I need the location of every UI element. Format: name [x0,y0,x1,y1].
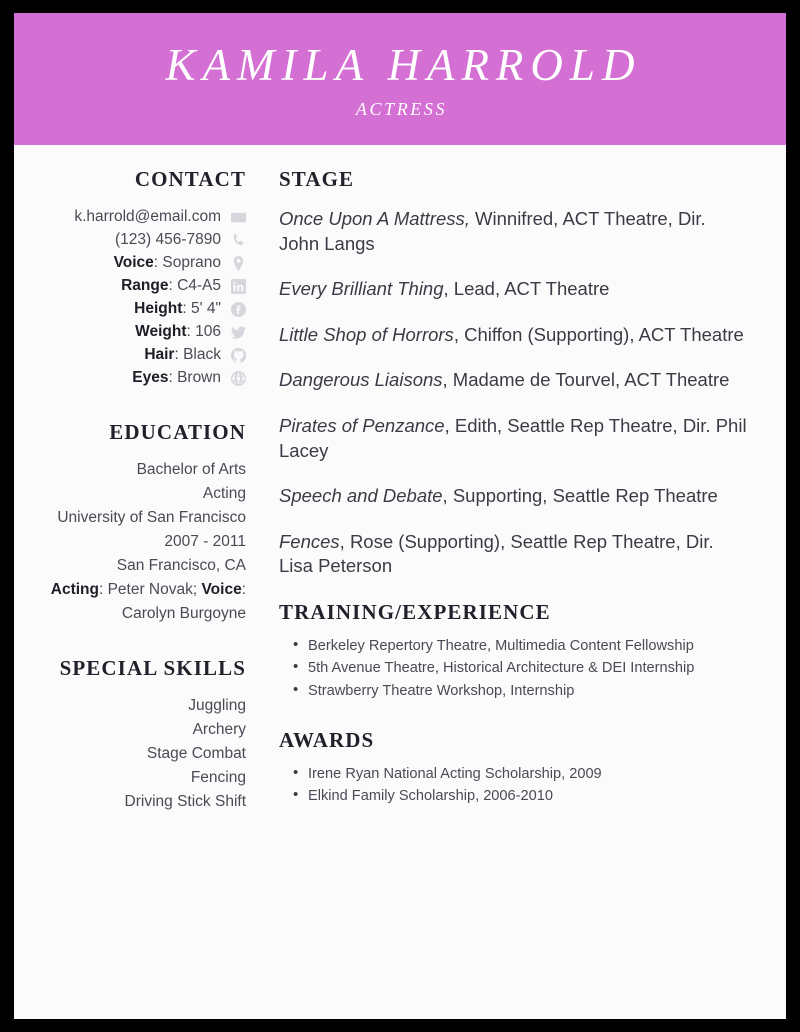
training-list [279,635,762,702]
contact-height-text: Height: 5' 4" [134,300,221,318]
stage-credit-title: Little Shop of Horrors [279,323,454,345]
contact-row-phone [24,229,246,252]
education-section [24,420,246,626]
contact-weight-label: Weight [135,323,187,341]
awards-section [279,728,762,808]
contact-range-label: Range [121,277,169,295]
location-pin-icon [230,256,246,272]
stage-credits-list [279,207,762,579]
resume-body [14,145,786,814]
stage-credit [279,323,749,348]
contact-row-weight [24,321,246,344]
stage-credit-title: Speech and Debate [279,485,443,507]
skill-item: Stage Combat [146,745,246,763]
contact-email-value: k.harrold@email.com [74,208,221,226]
list-item: • Elkind Family Scholarship, 2006-2010 [308,785,762,807]
contact-height-label: Height [134,300,183,318]
github-icon [230,348,246,364]
contact-hair-text: Hair: Black [144,346,221,364]
stage-credit-details: , Chiffon (Supporting), ACT Theatre [453,323,744,345]
stage-credit-title: Dangerous Liaisons [279,369,443,391]
contact-list [24,206,246,390]
stage-credit [279,277,749,302]
resume-page [14,13,786,1019]
stage-credit [279,414,749,463]
education-line: University of San Francisco [57,509,246,527]
list-item: • 5th Avenue Theatre, Historical Architecture & DEI Internship [308,657,762,679]
list-item: • Strawberry Theatre Workshop, Internship [308,680,762,702]
main-column [252,167,786,808]
contact-hair-value: Black [183,346,221,364]
contact-height-value: 5' 4" [190,300,221,318]
stage-section [279,167,762,579]
contact-row-eyes [24,367,246,390]
twitter-icon [230,325,246,341]
skill-item: Archery [192,721,246,739]
stage-credit-details: , Madame de Tourvel, ACT Theatre [442,369,730,391]
stage-credit-title: Fences [279,530,340,552]
skill-item: Driving Stick Shift [124,793,246,811]
education-list [24,458,246,626]
education-line: Bachelor of Arts [136,461,246,478]
stage-credit-details: , Lead, ACT Theatre [443,278,610,300]
special-skills-section [24,656,246,814]
skill-item: Juggling [188,697,246,715]
contact-row-email [24,206,246,229]
contact-phone-value: (123) 456-7890 [115,231,221,249]
stage-credit-details: Winnifred, ACT Theatre, Dir. John Langs [279,208,706,254]
section-spacer [279,702,762,728]
stage-credit [279,530,749,579]
acting-instructor-label: Acting [50,581,99,599]
stage-credit-title: Every Brilliant Thing [279,278,444,300]
contact-eyes-value: Brown [177,369,221,387]
linkedin-icon [230,279,246,295]
skill-item: Fencing [190,769,246,787]
header-banner [14,13,786,145]
education-instructors [24,578,246,626]
list-item: • Irene Ryan National Acting Scholarship, 2009 [308,763,762,785]
facebook-icon [230,302,246,318]
education-line: Acting [202,485,246,503]
stage-credit-details: , Edith, Seattle Rep Theatre, Dir. Phil Lacey [279,414,747,461]
list-item: • Berkeley Repertory Theatre, Multimedia Content Fellowship [308,635,762,657]
stage-credit-title: Pirates of Penzance [279,414,445,436]
education-line: 2007 - 2011 [164,533,246,551]
contact-section [24,167,246,390]
stage-credit-title: Once Upon A Mattress, [279,208,470,229]
awards-heading: AWARDS [279,727,375,752]
contact-voice-label: Voice [113,254,154,272]
contact-hair-label: Hair [144,346,175,364]
contact-row-voice [24,252,246,275]
training-heading: TRAINING/EXPERIENCE [279,599,551,624]
contact-eyes-label: Eyes [132,369,169,387]
contact-range-value: C4-A5 [177,277,221,295]
awards-list [279,763,762,808]
special-skills-list [24,694,246,814]
page-title: KAMILA HARROLD [165,40,642,91]
stage-heading: STAGE [279,167,355,191]
contact-weight-text: Weight: 106 [135,323,221,341]
contact-heading: CONTACT [134,167,246,191]
contact-row-range [24,275,246,298]
special-skills-heading: SPECIAL SKILLS [59,656,246,681]
contact-voice-text: Voice: Soprano [113,254,221,272]
contact-row-hair [24,344,246,367]
contact-voice-value: Soprano [162,254,221,272]
voice-instructor-label: Voice [201,581,242,599]
training-section [279,600,762,702]
candidate-role: ACTRESS [355,98,448,119]
contact-range-text: Range: C4-A5 [121,277,221,295]
education-heading: EDUCATION [109,420,246,444]
stage-credit [279,207,749,256]
contact-row-height [24,298,246,321]
contact-weight-value: 106 [195,323,221,341]
stage-credit [279,368,749,393]
voice-instructor-value: : Carolyn Burgoyne [121,581,246,623]
education-line: San Francisco, CA [116,557,246,575]
globe-icon [230,371,246,387]
sidebar-column [14,167,252,814]
stage-credit [279,484,749,509]
acting-instructor-value: : Peter Novak; [98,581,202,599]
phone-icon [230,233,246,249]
stage-credit-details: , Supporting, Seattle Rep Theatre [442,485,718,507]
stage-credit-details: , Rose (Supporting), Seattle Rep Theatre, Dir. Lisa Peterson [279,530,714,577]
envelope-icon [230,210,246,226]
contact-eyes-text: Eyes: Brown [132,369,221,387]
